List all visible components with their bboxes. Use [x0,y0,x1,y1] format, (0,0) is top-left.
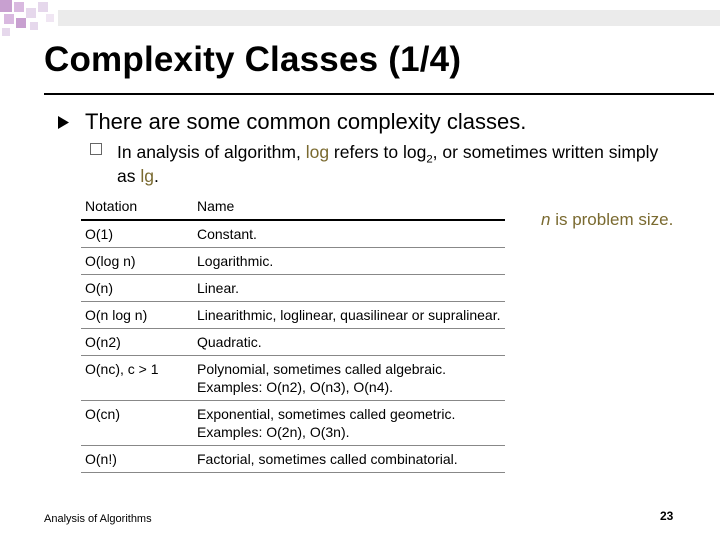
notation-cell: O(n!) [81,446,193,473]
corner-decoration [0,0,720,40]
table-row [81,356,505,401]
table-row [81,401,505,446]
name-text: Polynomial, sometimes called algebraic. [197,361,446,377]
log-term: log [305,142,330,162]
table-row [81,248,505,275]
table-row [81,329,505,356]
notation-cell: O(nc), c > 1 [81,356,193,401]
note-rest: is problem size. [550,210,674,229]
problem-size-note [541,209,673,230]
lg-term: lg [140,166,154,186]
table-row [81,275,505,302]
name-cell: Constant. [193,220,505,248]
notation-cell: O(1) [81,220,193,248]
name-cell: Quadratic. [193,329,505,356]
name-cell: Factorial, sometimes called combinatorial. [193,446,505,473]
name-cell [193,401,505,446]
complexity-table [81,193,505,473]
sub-bullet-post: , or sometimes written simply as [117,142,659,186]
example-text: Examples: O(2n), O(3n). [197,424,350,440]
header-notation: Notation [81,193,193,220]
main-bullet-text: There are some common complexity classes. [85,109,527,134]
title-underline [44,93,714,95]
header-name: Name [193,193,505,220]
sub-bullet-mid: refers to log [329,142,427,162]
notation-cell: O(n log n) [81,302,193,329]
notation-cell: O(n) [81,275,193,302]
log-base: 2 [426,153,433,166]
slide-title: Complexity Classes (1/4) [44,40,462,79]
name-cell [193,356,505,401]
table-row [81,220,505,248]
note-n: n [541,210,551,229]
footer-text: Analysis of Algorithms [44,513,152,525]
name-cell: Logarithmic. [193,248,505,275]
example-text: Examples: O(n2), O(n3), O(n4). [197,379,394,395]
table-row [81,446,505,473]
sub-bullet-text [117,140,677,188]
name-cell: Linearithmic, loglinear, quasilinear or supralinear. [193,302,505,329]
notation-cell: O(n2) [81,329,193,356]
checkbox-bullet-icon [90,143,102,155]
notation-cell: O(log n) [81,248,193,275]
bullet-arrow-icon [58,116,69,129]
name-text: Exponential, sometimes called geometric. [197,406,456,422]
sub-bullet-pre: In analysis of algorithm, [117,142,306,162]
notation-cell: O(cn) [81,401,193,446]
table-row [81,302,505,329]
name-cell: Linear. [193,275,505,302]
table-header-row [81,193,505,220]
page-number: 23 [660,509,674,523]
sub-bullet-end: . [153,166,159,186]
